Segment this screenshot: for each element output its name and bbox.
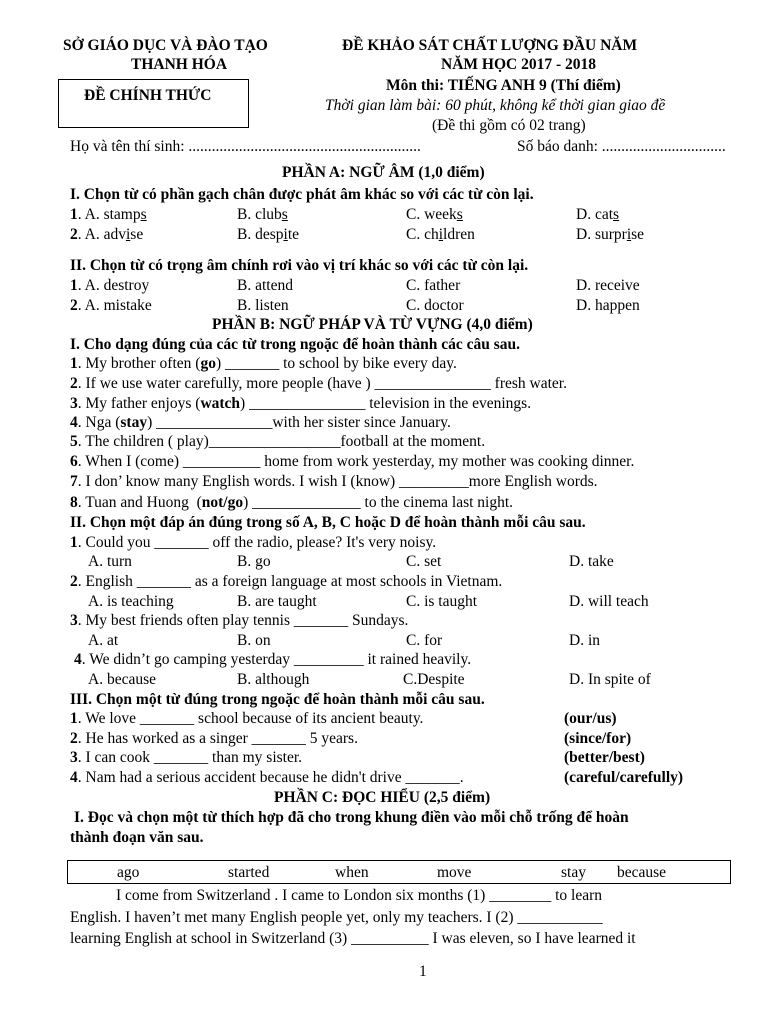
pb-s2-q1-c: C. set bbox=[406, 553, 442, 570]
pa-s1-q1-b: B. clubs bbox=[237, 206, 288, 223]
pb-s2-q2-d: D. will teach bbox=[569, 593, 649, 610]
candidate-id-field: Số báo danh: ................................ bbox=[517, 138, 726, 155]
pa-s2-q1-b: B. attend bbox=[237, 277, 293, 294]
pb-s2-q2-a: A. is teaching bbox=[88, 593, 174, 610]
passage-line-3: learning English at school in Switzerland (3) __________ I was eleven, so I have learned it bbox=[70, 930, 636, 947]
word-box-item: stay bbox=[561, 864, 586, 881]
word-box-item: when bbox=[335, 864, 369, 881]
part-b-section-1-title: I. Cho dạng đúng của các từ trong ngoặc để hoàn thành các câu sau. bbox=[70, 336, 520, 353]
pb-s2-q4-c: C.Despite bbox=[403, 671, 465, 688]
pb-s3-q4: 4. Nam had a serious accident because he didn't drive _______. bbox=[70, 769, 464, 786]
pa-s1-q2-a: 2. A. advise bbox=[70, 226, 144, 243]
pb-s2-q4-a: A. because bbox=[88, 671, 156, 688]
pb-s2-q4: 4. We didn’t go camping yesterday _________ it rained heavily. bbox=[74, 651, 472, 668]
part-c-section-1-title-line2: thành đoạn văn sau. bbox=[70, 829, 204, 846]
part-c-title: PHẦN C: ĐỌC HIỂU (2,5 điểm) bbox=[274, 789, 491, 806]
part-b-title: PHẦN B: NGỮ PHÁP VÀ TỪ VỰNG (4,0 điểm) bbox=[212, 316, 533, 333]
pb-s1-q3: 3. My father enjoys (watch) _______________ television in the evenings. bbox=[70, 395, 532, 412]
pb-s2-q1-b: B. go bbox=[237, 553, 271, 570]
pb-s3-q3: 3. I can cook _______ than my sister. bbox=[70, 749, 303, 766]
time-note: Thời gian làm bài: 60 phút, không kể thời gian giao đề bbox=[325, 97, 666, 114]
official-label: ĐỀ CHÍNH THỨC bbox=[84, 87, 212, 104]
part-a-section-1-title: I. Chọn từ có phần gạch chân được phát âm khác so với các từ còn lại. bbox=[70, 186, 534, 203]
pb-s2-q1: 1. Could you _______ off the radio, please? It's very noisy. bbox=[70, 534, 437, 551]
pa-s2-q2-c: C. doctor bbox=[406, 297, 464, 314]
pb-s3-q3-options: (better/best) bbox=[564, 749, 645, 766]
pb-s2-q3-d: D. in bbox=[569, 632, 600, 649]
part-b-section-2-title: II. Chọn một đáp án đúng trong số A, B, C hoặc D để hoàn thành mỗi câu sau. bbox=[70, 514, 586, 531]
pb-s1-q2: 2. If we use water carefully, more people (have ) _______________ fresh water. bbox=[70, 375, 567, 392]
word-box-item: move bbox=[437, 864, 472, 881]
pa-s1-q2-c: C. children bbox=[406, 226, 475, 243]
pa-s1-q1-c: C. weeks bbox=[406, 206, 463, 223]
pb-s2-q2: 2. English _______ as a foreign language at most schools in Vietnam. bbox=[70, 573, 503, 590]
pa-s2-q2-d: D. happen bbox=[576, 297, 640, 314]
department-name: SỞ GIÁO DỤC VÀ ĐÀO TẠO bbox=[63, 37, 268, 54]
part-a-title: PHẦN A: NGỮ ÂM (1,0 điểm) bbox=[282, 164, 485, 181]
pb-s2-q2-c: C. is taught bbox=[406, 593, 478, 610]
pb-s2-q2-b: B. are taught bbox=[237, 593, 317, 610]
pb-s3-q4-options: (careful/carefully) bbox=[564, 769, 684, 786]
province-name: THANH HÓA bbox=[131, 56, 228, 73]
pb-s1-q5: 5. The children ( play)_________________football at the moment. bbox=[70, 433, 486, 450]
passage-line-2: English. I haven’t met many English people yet, only my teachers. I (2) ___________ bbox=[70, 909, 603, 926]
part-c-section-1-title-line1: I. Đọc và chọn một từ thích hợp đã cho trong khung điền vào mỗi chỗ trống để hoàn bbox=[74, 809, 629, 826]
pb-s1-q6: 6. When I (come) __________ home from work yesterday, my mother was cooking dinner. bbox=[70, 453, 635, 470]
part-b-section-3-title: III. Chọn một từ đúng trong ngoặc để hoàn thành mỗi câu sau. bbox=[70, 691, 485, 708]
word-box-item: because bbox=[617, 864, 667, 881]
exam-title: ĐỀ KHẢO SÁT CHẤT LƯỢNG ĐẦU NĂM bbox=[342, 37, 638, 54]
pb-s2-q4-d: D. In spite of bbox=[569, 671, 651, 688]
pb-s3-q2-options: (since/for) bbox=[564, 730, 632, 747]
pa-s2-q1-d: D. receive bbox=[576, 277, 640, 294]
part-a-section-2-title: II. Chọn từ có trọng âm chính rơi vào vị trí khác so với các từ còn lại. bbox=[70, 257, 529, 274]
page-number: 1 bbox=[419, 963, 427, 980]
school-year: NĂM HỌC 2017 - 2018 bbox=[441, 56, 596, 73]
pb-s3-q1: 1. We love _______ school because of its ancient beauty. bbox=[70, 710, 424, 727]
pages-note: (Đề thi gồm có 02 trang) bbox=[432, 117, 586, 134]
pa-s1-q2-b: B. despite bbox=[237, 226, 299, 243]
pb-s2-q3-a: A. at bbox=[88, 632, 119, 649]
pb-s3-q1-options: (our/us) bbox=[564, 710, 617, 727]
pb-s2-q4-b: B. although bbox=[237, 671, 310, 688]
pb-s1-q4: 4. Nga (stay) _______________with her sister since January. bbox=[70, 414, 451, 431]
pb-s3-q2: 2. He has worked as a singer _______ 5 years. bbox=[70, 730, 358, 747]
pb-s2-q3: 3. My best friends often play tennis _______ Sundays. bbox=[70, 612, 409, 629]
pb-s1-q8: 8. Tuan and Huong (not/go) ______________ to the cinema last night. bbox=[70, 494, 514, 511]
candidate-name-field: Họ và tên thí sinh: ............................................................ bbox=[70, 138, 421, 155]
word-box-item: ago bbox=[117, 864, 140, 881]
pa-s1-q1-d: D. cats bbox=[576, 206, 620, 223]
subject: Môn thi: TIẾNG ANH 9 (Thí điểm) bbox=[386, 77, 621, 94]
word-box-item: started bbox=[228, 864, 270, 881]
pa-s2-q1-c: C. father bbox=[406, 277, 461, 294]
pa-s1-q1-a: 1. A. stamps bbox=[70, 206, 147, 223]
pb-s1-q7: 7. I don’ know many English words. I wish I (know) _________more English words. bbox=[70, 473, 598, 490]
passage-line-1: I come from Switzerland . I came to London six months (1) ________ to learn bbox=[116, 887, 602, 904]
pa-s2-q1-a: 1. A. destroy bbox=[70, 277, 150, 294]
pb-s1-q1: 1. My brother often (go) _______ to school by bike every day. bbox=[70, 355, 457, 372]
pa-s2-q2-b: B. listen bbox=[237, 297, 289, 314]
pa-s1-q2-d: D. surprise bbox=[576, 226, 645, 243]
pb-s2-q1-a: A. turn bbox=[88, 553, 132, 570]
pb-s2-q3-c: C. for bbox=[406, 632, 443, 649]
pa-s2-q2-a: 2. A. mistake bbox=[70, 297, 152, 314]
pb-s2-q1-d: D. take bbox=[569, 553, 614, 570]
pb-s2-q3-b: B. on bbox=[237, 632, 271, 649]
